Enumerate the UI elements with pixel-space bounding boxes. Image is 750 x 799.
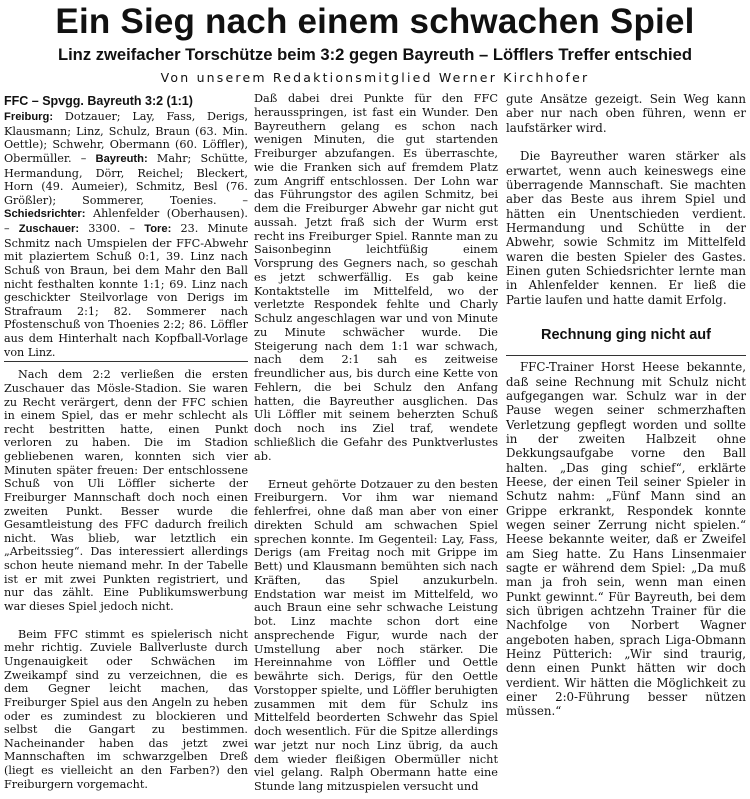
section-subheading: Rechnung ging nicht auf <box>541 327 711 344</box>
referee-label: Schiedsrichter: <box>4 208 86 221</box>
result-title: FFC – Spvgg. Bayreuth 3:2 (1:1) <box>4 94 193 108</box>
headline: Ein Sieg nach einem schwachen Spiel <box>55 2 695 41</box>
column-2 <box>254 92 498 794</box>
spectators-text: 3300. – <box>79 222 145 235</box>
article-paragraph: Nach dem 2:2 verließen die ersten Zuschauer das Mösle-Stadion. Sie waren zu Recht verärgert, denn der FFC schien in einem Spiel, das er mehr schlecht als recht bestritten hatte, einen Punkt verloren zu haben. Die im Stadion gebliebenen waren, konnten sich vier Minuten später freuen: Der entschlossene Schuß von Uli Löffler sicherte der Freiburger Mannschaft doch noch einen zweiten Punkt. Besser wurde die Gesamtleistung des FFC dadurch freilich nicht. Was blieb, war letztlich ein „Arbeitssieg“. Das interessiert allerdings schon heute niemand mehr. In der Tabelle ist er mit zwei Punkten registriert, und nur das zählt. Eine Publikumswerbung war dieses Spiel jedoch nicht. <box>4 368 248 613</box>
column-1 <box>4 92 248 791</box>
article-paragraph: Daß dabei drei Punkte für den FFC herausspringen, ist fast ein Wunder. Den Bayreuthern gelang es schon nach wenigen Minuten, die gut startenden Freiburger abzufangen. Es überraschte, wie die Franken sich auf fremdem Platz zum Angriff entschlossen. Der Lohn war das Führungstor des agilen Schmitz, bei dem die Freiburger Abwehr gar nicht gut aussah. Jetzt fraß sich der Wurm erst recht ins Freiburger Spiel. Rannte man zu Saisonbeginn leichtfüßig einem Vorsprung des Gegners nach, so geschah es jetzt schwerfällig. Es gab keine Kontaktstelle im Mittelfeld, wo der verletzte Respondek fehlte und Charly Schulz angeschlagen war und von Minute zu Minute schwächer wurde. Die Steigerung nach dem 1:1 war schwach, nach dem 2:1 sah es zeitweise freundlicher aus, bis durch eine Kette von Fehlern, die bei Schulz den Anfang hatten, die Bayreuther ausglichen. Das Uli Löffler mit seinem beherzten Schuß doch noch ins Ziel traf, wendete schließlich die Gefahr des Punktverlustes ab. <box>254 92 498 463</box>
article-paragraph: Die Bayreuther waren stärker als erwartet, wenn auch keineswegs eine überragende Mannschaft. Sie machten aber das Beste aus ihrem Spiel und hätten ein Unentschieden verdient. Hermandung und Schütte in der Abwehr, sowie Schmitz im Mittelfeld waren die besten Spieler des Gastes. Einen guten Schiedsrichter lernte man in Ahlenfelder kennen. Er ließ die Partie laufen und hatte damit Erfolg. <box>506 149 746 307</box>
bayreuth-lineup: Mahr; Schütte, Hermandung, Dörr, Reichel; Bleckert, Horn (49. Aumeier), Schmitz, Besl (76. Größler); Sommerer, Toenies. – <box>4 151 248 207</box>
column-3 <box>506 92 746 719</box>
article-paragraph: Erneut gehörte Dotzauer zu den besten Freiburgern. Vor ihm war niemand fehlerfrei, ohne daß man aber von einer direkten Schuld am schwachen Spiel sprechen konnte. Im Gegenteil: Lay, Fass, Derigs (am Freitag noch mit Grippe im Bett) und Klausmann bemühten sich nach Kräften, das Spiel anzukurbeln. Endstation war meist im Mittelfeld, wo auch Braun eine sehr schwache Leistung bot. Linz machte schon dort eine ansprechende Figur, wurde nach der Umstellung aber noch stärker. Die Hereinnahme von Löffler und Oettle bewährte sich. Derigs, für den Oettle Vorstopper spielte, und Löffler beruhigten zusammen mit dem für Schulz ins Mittelfeld beorderten Schwehr das Spiel doch wesentlich. Für die Spitze allerdings war jetzt nur noch Linz übrig, da auch dem wieder fleißigen Obermüller nicht viel gelang. Ralph Obermann hatte eine Stunde lang mitzuspielen versucht und <box>254 477 498 794</box>
lineup-box <box>4 110 248 359</box>
article-paragraph: FFC-Trainer Horst Heese bekannte, daß seine Rechnung mit Schulz nicht aufgegangen war. Schulz war in der Pause wegen seiner schmerzhaften Verletzung gepflegt worden und sollte in der zweiten Halbzeit ohne Dekkungsaufgabe vorne den Ball halten. „Das ging schief“, erklärte Heese, der einen Teil seiner Spieler in Schutz nahm: „Fünf Mann sind an Grippe erkrankt, Respondek konnte wegen seiner Zerrung nicht spielen.“ Heese bekannte weiter, daß er Zweifel am Sieg hatte. Zu Hans Linsenmaier sagte er während dem Spiel: „Da muß man ja froh sein, wenn man einen Punkt gewinnt.“ Für Bayreuth, bei dem sich übrigen achtzehn Trainer für die Nachfolge von Norbert Wagner angeboten haben, sprach Liga-Obmann Heinz Pütterich: „Wir sind traurig, denn einen Punkt hätten wir doch verdient. Wir hätten die Möglichkeit zu einer 2:0-Führung besser nützen müssen.“ <box>506 360 746 719</box>
byline: Von unserem Redaktionsmitglied Werner Kirchhofer <box>160 70 590 85</box>
subheadline: Linz zweifacher Torschütze beim 3:2 gegen Bayreuth – Löfflers Treffer entschied <box>57 45 693 64</box>
bayreuth-label: Bayreuth: <box>95 152 148 165</box>
article-paragraph: gute Ansätze gezeigt. Sein Weg kann aber nur nach oben führen, wenn er laufstärker wird. <box>506 92 746 135</box>
goals-text: 23. Minute Schmitz nach Umspielen der FFC-Abwehr mit plaziertem Schuß 0:1, 39. Linz nach Schuß von Braun, bei dem Mahr den Ball nicht festhalten konnte 1:1; 69. Linz nach geschickter Steilvorlage von Derigs im Strafraum 2:1; 82. Sommerer nach Pfostenschuß von Thoenies 2:2; 86. Löffler aus dem Hinterhalt nach Kopfball-Vorlage von Linz. <box>4 222 249 359</box>
referee-text: Ahlenfelder (Oberhausen). – <box>4 207 248 235</box>
divider-line <box>4 361 248 362</box>
goals-label: Tore: <box>144 223 172 235</box>
freiburg-label: Freiburg: <box>4 111 54 123</box>
freiburg-lineup: Dotzauer; Lay, Fass, Derigs, Klausmann; Linz, Schulz, Braun (63. Min. Oettle); Schwehr, Obermann (60. Löffler), Obermüller. – <box>4 110 248 165</box>
article-paragraph: Beim FFC stimmt es spielerisch nicht mehr richtig. Zuviele Ballverluste durch Ungenauigkeit oder Schwächen im Zweikampf sind zu verzeichnen, die es dem Gegner leicht machen, das Freiburger Spiel aus den Angeln zu heben oder es zumindest zu blockieren und selbst die Gangart zu bestimmen. Nacheinander haben das jetzt zwei Mannschaften im schwarzgelben Dreß (liegt es vielleicht an den Farben?) den Freiburgern vorgemacht. <box>4 627 248 791</box>
divider-line <box>506 355 746 356</box>
spectators-label: Zuschauer: <box>18 223 80 235</box>
